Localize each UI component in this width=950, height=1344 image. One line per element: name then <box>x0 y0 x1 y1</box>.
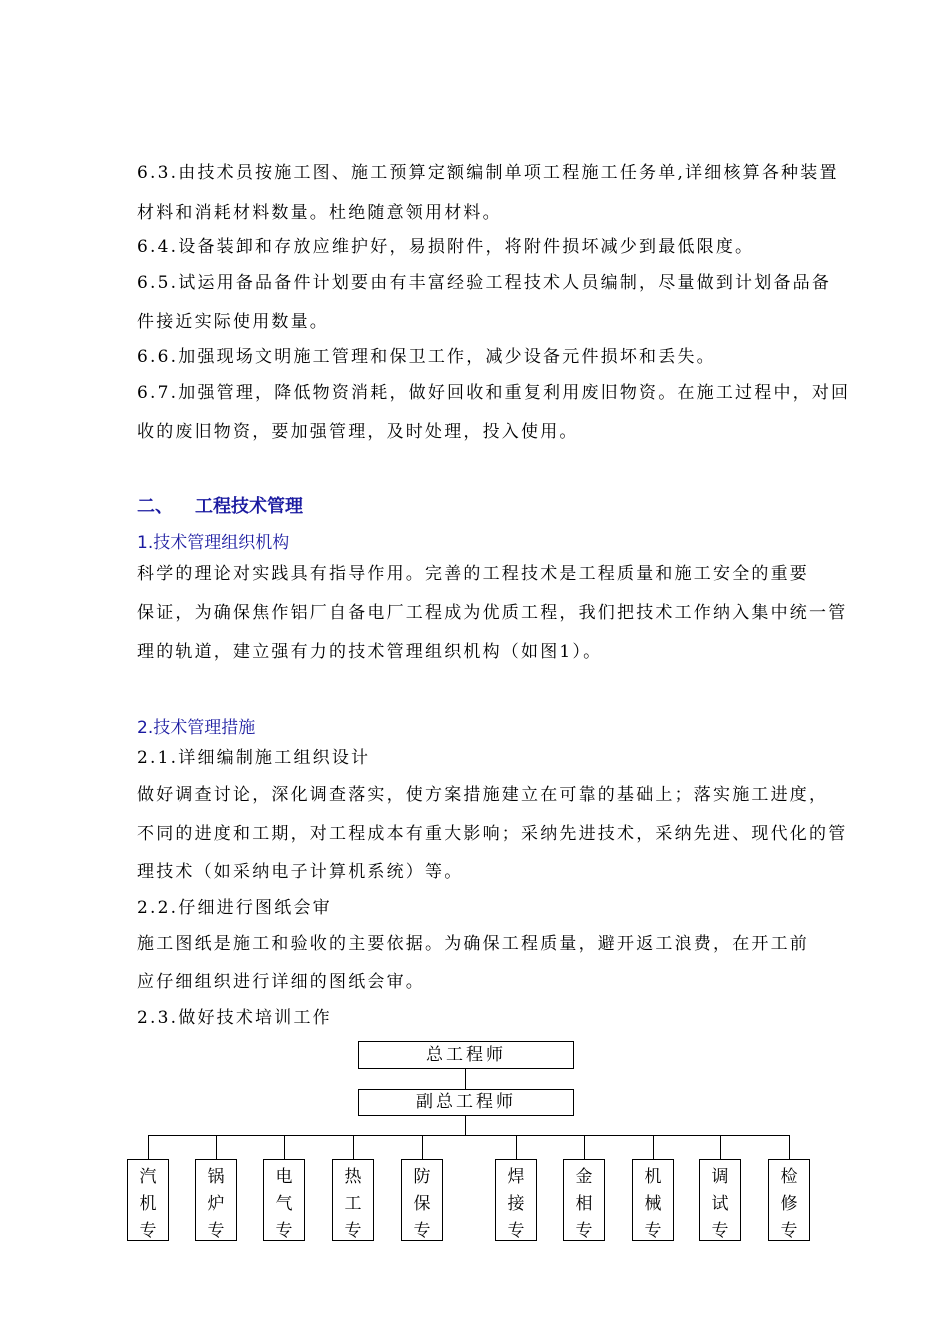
item-title: 2.1.详细编制施工组织设计 <box>137 748 371 768</box>
org-node-char: 专 <box>644 1221 662 1241</box>
org-node-char: 金 <box>575 1167 593 1187</box>
org-node-char: 修 <box>780 1194 798 1214</box>
text-line: 施工图纸是施工和验收的主要依据。为确保工程质量，避开返工浪费，在开工前 <box>137 934 809 954</box>
text-line: 理技术（如采纳电子计算机系统）等。 <box>137 862 464 882</box>
org-node-char: 气 <box>275 1194 293 1214</box>
org-connector <box>720 1135 721 1159</box>
org-connector <box>216 1135 217 1159</box>
org-node-char: 接 <box>507 1194 525 1214</box>
text-line: 6.5.试运用备品备件计划要由有丰富经验工程技术人员编制，尽量做到计划备品备 <box>137 273 832 293</box>
item-title: 2.3.做好技术培训工作 <box>137 1008 332 1028</box>
org-connector <box>284 1135 285 1159</box>
subsection-heading: 2.技术管理措施 <box>137 718 256 738</box>
org-connector <box>653 1135 654 1159</box>
org-node-department <box>632 1159 674 1241</box>
org-node-char: 焊 <box>507 1167 525 1187</box>
text-line: 6.4.设备装卸和存放应维护好，易损附件，将附件损坏减少到最低限度。 <box>137 237 755 257</box>
org-node-department <box>332 1159 374 1241</box>
org-node-char: 机 <box>139 1194 157 1214</box>
text-line: 应仔细组织进行详细的图纸会审。 <box>137 972 425 992</box>
org-node-department <box>127 1159 169 1241</box>
org-node-department <box>699 1159 741 1241</box>
org-connector <box>353 1135 354 1159</box>
org-node-char: 调 <box>711 1167 729 1187</box>
org-connector <box>465 1069 466 1089</box>
org-node-char: 专 <box>344 1221 362 1241</box>
org-node-char: 工 <box>344 1194 362 1214</box>
org-node-char: 专 <box>275 1221 293 1241</box>
org-connector <box>148 1135 149 1159</box>
text-line: 6.7.加强管理，降低物资消耗，做好回收和重复利用废旧物资。在施工过程中，对回 <box>137 383 851 403</box>
text-line: 材料和消耗材料数量。杜绝随意领用材料。 <box>137 203 502 223</box>
org-node-department <box>495 1159 537 1241</box>
subsection-heading: 1.技术管理组织机构 <box>137 533 290 553</box>
org-node-char: 防 <box>413 1167 431 1187</box>
org-node-char: 检 <box>780 1167 798 1187</box>
text-line: 6.3.由技术员按施工图、施工预算定额编制单项工程施工任务单,详细核算各种装置 <box>137 163 839 183</box>
text-line: 做好调查讨论，深化调查落实，使方案措施建立在可靠的基础上；落实施工进度， <box>137 785 829 805</box>
org-node-department <box>263 1159 305 1241</box>
org-node-department <box>563 1159 605 1241</box>
org-node-char: 专 <box>507 1221 525 1241</box>
org-node-department <box>768 1159 810 1241</box>
text-line: 件接近实际使用数量。 <box>137 312 329 332</box>
org-node-char: 专 <box>711 1221 729 1241</box>
org-node-char: 专 <box>139 1221 157 1241</box>
org-node-char: 电 <box>275 1167 293 1187</box>
text-line: 不同的进度和工期，对工程成本有重大影响；采纳先进技术，采纳先进、现代化的管 <box>137 824 848 844</box>
org-connector-horizontal <box>148 1135 789 1136</box>
org-node-char: 热 <box>344 1167 362 1187</box>
text-line: 保证，为确保焦作铝厂自备电厂工程成为优质工程，我们把技术工作纳入集中统一管 <box>137 603 848 623</box>
org-node-chief-engineer: 总工程师 <box>358 1041 574 1069</box>
org-node-department <box>195 1159 237 1241</box>
org-connector <box>516 1135 517 1159</box>
org-connector <box>789 1135 790 1159</box>
org-node-char: 锅 <box>207 1167 225 1187</box>
org-node-char: 相 <box>575 1194 593 1214</box>
text-line: 科学的理论对实践具有指导作用。完善的工程技术是工程质量和施工安全的重要 <box>137 564 809 584</box>
org-node-char: 专 <box>413 1221 431 1241</box>
org-connector <box>465 1116 466 1135</box>
org-node-char: 保 <box>413 1194 431 1214</box>
text-line: 6.6.加强现场文明施工管理和保卫工作，减少设备元件损坏和丢失。 <box>137 347 716 367</box>
org-connector <box>584 1135 585 1159</box>
org-node-department <box>401 1159 443 1241</box>
org-node-char: 炉 <box>207 1194 225 1214</box>
org-node-char: 试 <box>711 1194 729 1214</box>
item-title: 2.2.仔细进行图纸会审 <box>137 898 332 918</box>
section-heading <box>137 492 303 518</box>
org-node-char: 专 <box>575 1221 593 1241</box>
text-line: 收的废旧物资，要加强管理，及时处理，投入使用。 <box>137 422 579 442</box>
section-number: 二、 <box>137 496 173 517</box>
org-node-char: 机 <box>644 1167 662 1187</box>
text-line: 理的轨道，建立强有力的技术管理组织机构（如图1）。 <box>137 642 603 662</box>
org-node-char: 械 <box>644 1194 662 1214</box>
org-node-char: 专 <box>780 1221 798 1241</box>
org-node-char: 汽 <box>139 1167 157 1187</box>
org-connector <box>422 1135 423 1159</box>
org-node-char: 专 <box>207 1221 225 1241</box>
org-node-deputy-chief-engineer: 副总工程师 <box>358 1089 574 1116</box>
section-title: 工程技术管理 <box>195 496 303 517</box>
